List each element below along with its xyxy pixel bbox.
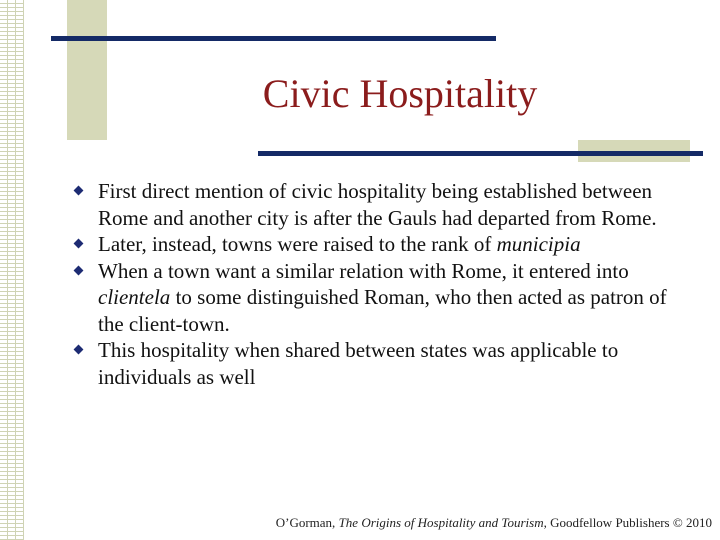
bullet-item <box>74 178 684 231</box>
citation-footer <box>276 515 712 531</box>
citation-publisher: , Goodfellow Publishers © 2010 <box>543 515 712 530</box>
bullet-text: When a town want a similar relation with Rome, it entered into <box>98 258 629 283</box>
bullet-item <box>74 258 684 338</box>
bullet-emphasis: municipia <box>496 232 581 256</box>
citation-author: O’Gorman, <box>275 515 339 530</box>
bullet-list <box>74 178 684 390</box>
diamond-bullet-icon <box>74 265 84 275</box>
title-accent-block <box>67 0 107 140</box>
bullet-text: to some distinguished Roman, who then acted as patron of the client-town. <box>98 285 667 336</box>
slide-title: Civic Hospitality <box>262 71 538 116</box>
title-top-rule <box>51 36 496 41</box>
bullet-text: Later, instead, towns were raised to the rank of <box>98 232 497 256</box>
diamond-bullet-icon <box>74 345 84 355</box>
bullet-item <box>74 337 684 390</box>
diamond-bullet-icon <box>74 186 84 196</box>
title-bottom-rule <box>258 151 703 156</box>
bullet-emphasis: clientela <box>98 285 171 309</box>
left-grid-pattern <box>0 0 24 540</box>
diamond-bullet-icon <box>74 239 84 249</box>
bullet-text: This hospitality when shared between states was applicable to individuals as well <box>98 338 619 389</box>
citation-book-title: The Origins of Hospitality and Tourism <box>338 515 544 530</box>
bullet-item <box>74 231 684 258</box>
bullet-text: First direct mention of civic hospitality being established between Rome and another city is after the Gauls had departed from Rome. <box>98 179 657 230</box>
